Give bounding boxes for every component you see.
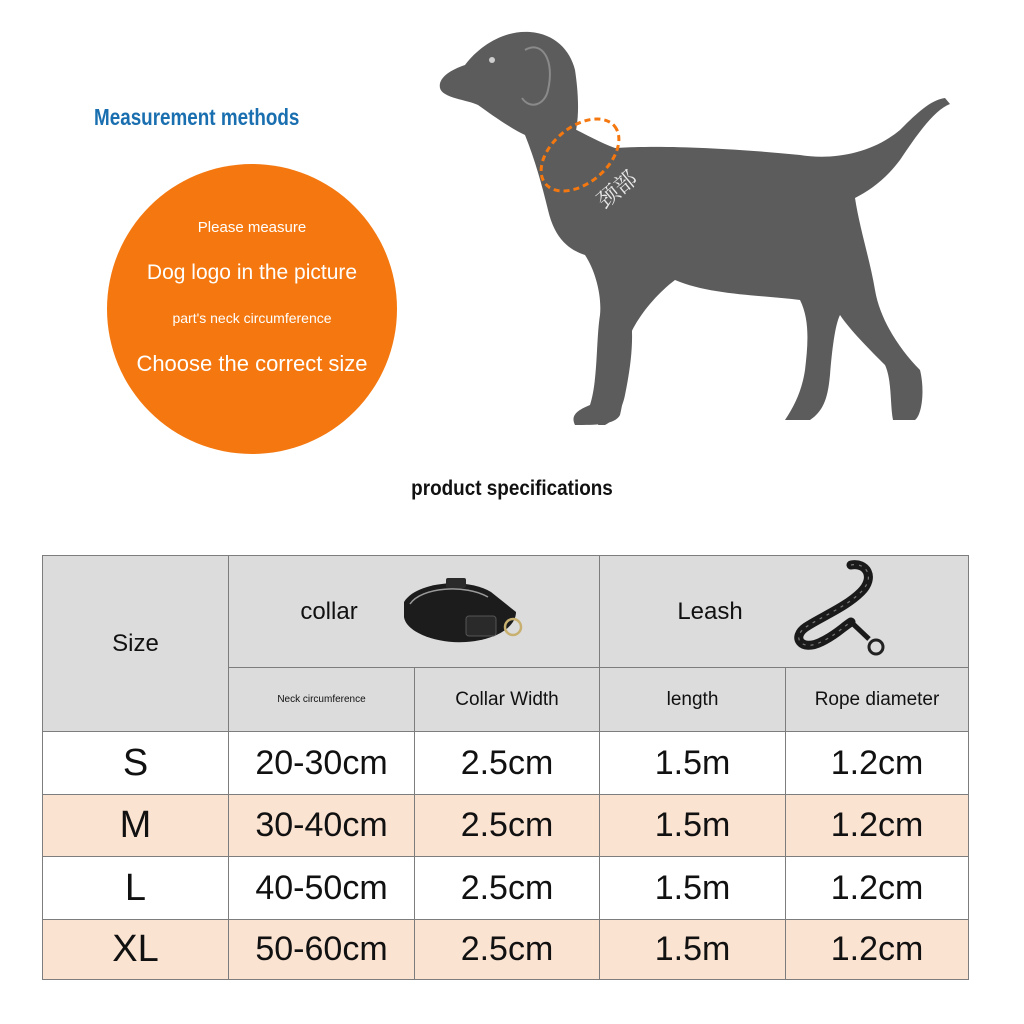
neck-cell: 20-30cm [229,732,415,795]
measurement-title: Measurement methods [94,104,300,130]
collar-width-header: Collar Width [415,668,600,732]
neck-cell: 50-60cm [229,920,415,980]
size-table [42,555,969,980]
leash-header [600,556,969,668]
instruction-line-1: Please measure [197,219,307,236]
length-cell: 1.5m [600,857,786,920]
dog-silhouette [430,20,970,440]
width-cell: 2.5cm [415,795,600,857]
table-row [43,732,969,795]
collar-icon [396,572,528,652]
table-row [43,857,969,920]
rope-diameter-header: Rope diameter [786,668,969,732]
instruction-circle [107,164,397,454]
width-cell: 2.5cm [415,732,600,795]
leash-label: Leash [677,597,743,625]
diameter-cell: 1.2cm [786,795,969,857]
neck-circumference-header: Neck circumference [229,668,415,732]
instruction-line-2: Dog logo in the picture [146,261,358,284]
neck-label: 颈部 [592,166,643,214]
diameter-cell: 1.2cm [786,857,969,920]
length-cell: 1.5m [600,795,786,857]
width-cell: 2.5cm [415,920,600,980]
leash-icon [781,557,891,667]
size-cell: M [43,795,229,857]
size-cell: XL [43,920,229,980]
specifications-title: product specifications [411,477,613,500]
length-cell: 1.5m [600,920,786,980]
diameter-cell: 1.2cm [786,732,969,795]
diameter-cell: 1.2cm [786,920,969,980]
size-cell: S [43,732,229,795]
length-cell: 1.5m [600,732,786,795]
table-row [43,795,969,857]
instruction-line-4: Choose the correct size [136,351,368,376]
neck-cell: 40-50cm [229,857,415,920]
size-cell: L [43,857,229,920]
width-cell: 2.5cm [415,857,600,920]
collar-label: collar [300,597,358,625]
table-row [43,920,969,980]
length-header: length [600,668,786,732]
size-header: Size [43,556,229,732]
collar-header [229,556,600,668]
neck-cell: 30-40cm [229,795,415,857]
instruction-line-3: part's neck circumference [172,310,332,326]
